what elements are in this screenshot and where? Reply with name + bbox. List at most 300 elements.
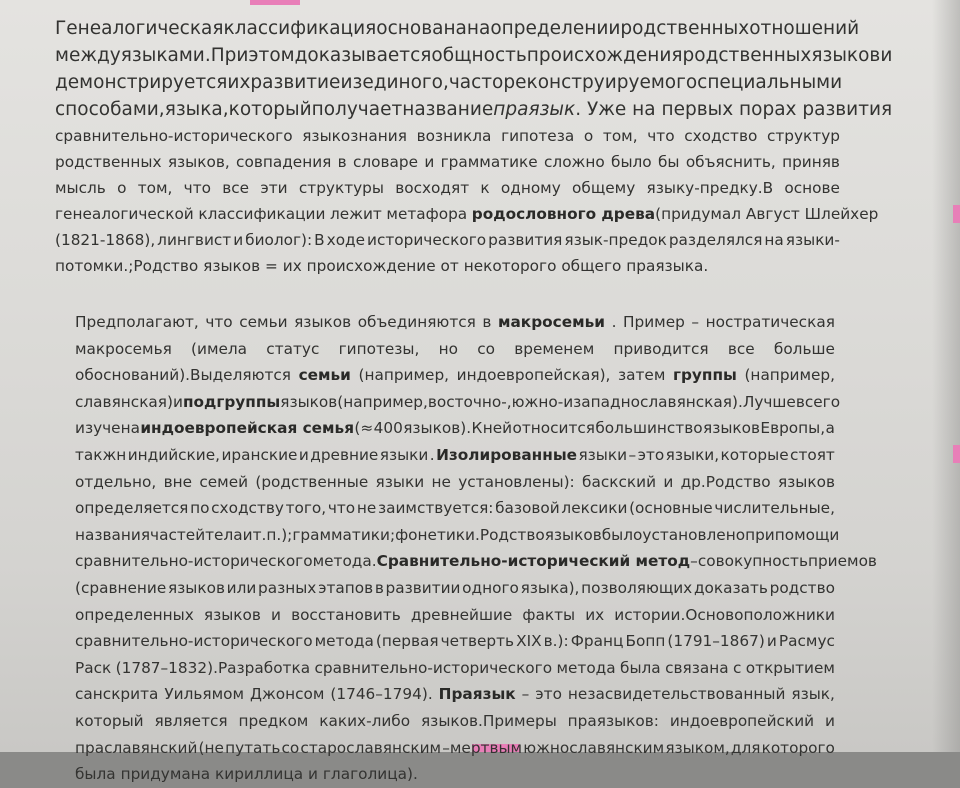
word: сравнительно-исторического: [75, 632, 313, 651]
word: получает: [311, 99, 403, 120]
word: лингвист: [157, 231, 232, 249]
word: их: [282, 257, 302, 275]
word: биолог):: [245, 231, 313, 249]
word: отношений: [749, 18, 860, 39]
word: сходство: [684, 127, 758, 145]
text-line: [55, 96, 893, 123]
word: языков).: [403, 419, 472, 438]
text-line: [75, 442, 835, 469]
word: язык-предок: [564, 231, 667, 249]
word: В: [314, 231, 325, 249]
word: была: [620, 658, 661, 677]
text-line: [55, 253, 840, 279]
word: (≈: [354, 419, 374, 438]
word: в: [337, 153, 347, 171]
word: языков: [777, 472, 835, 491]
word: статус: [266, 339, 320, 358]
word: объединяются: [357, 313, 476, 331]
word: и: [172, 392, 183, 411]
word: языка,: [164, 99, 229, 120]
word: южнославянским: [523, 738, 665, 757]
word: (1746–1794).: [330, 685, 433, 704]
word: том,: [137, 179, 173, 197]
word: родственных: [682, 45, 812, 66]
text-line: [75, 681, 835, 708]
word: обоснований).Выделяются: [75, 366, 291, 385]
word: установлено: [642, 525, 746, 544]
word: исторического: [367, 231, 487, 249]
word: предком: [238, 711, 309, 730]
word: (например,: [744, 366, 835, 385]
word: часто: [448, 72, 504, 93]
word: общего: [561, 257, 622, 275]
word: (родственные: [255, 472, 369, 491]
word: все: [727, 339, 755, 358]
word: придумана: [120, 765, 211, 784]
word: в: [374, 578, 384, 597]
word: который: [228, 99, 312, 120]
word: 400: [373, 419, 403, 438]
word: что: [205, 313, 233, 331]
word: праславянский: [75, 738, 198, 757]
word: южно-: [511, 392, 564, 411]
text-line: [55, 69, 843, 96]
word: незасвидетельствованный: [567, 685, 786, 704]
word: это: [637, 445, 665, 464]
word: Расмус: [778, 632, 835, 651]
word: гипотеза: [501, 127, 575, 145]
word: развитие: [250, 72, 341, 93]
word: такжн: [75, 445, 127, 464]
word: приемов: [807, 552, 877, 571]
word: развития: [488, 231, 563, 249]
paper-right-edge-shadow: [932, 0, 960, 752]
word: является: [154, 711, 228, 730]
word: но: [438, 339, 458, 358]
word: макросемья: [75, 339, 172, 358]
word: каких-либо: [319, 711, 411, 730]
word: по: [190, 499, 210, 518]
word: (1821-1868),: [55, 231, 156, 249]
word: сравнительно-исторического: [75, 552, 313, 571]
text-line: [75, 655, 835, 682]
word: между: [55, 45, 121, 66]
word: родственных: [620, 18, 750, 39]
word: древние: [310, 445, 379, 464]
word: большинство: [595, 419, 703, 438]
word: семей: [199, 472, 249, 491]
word: на: [764, 231, 784, 249]
word: и: [663, 472, 674, 491]
word: сравнительно-исторического: [55, 127, 293, 145]
word: открытием: [745, 658, 835, 677]
text-line: [75, 389, 841, 416]
word: словаре: [352, 153, 419, 171]
word: При: [210, 45, 249, 66]
word: славянская): [75, 392, 173, 411]
text-line: [55, 227, 840, 253]
word: объяснить,: [685, 153, 776, 171]
text-line: [75, 548, 877, 575]
word: западнославянская).Лучше: [573, 392, 796, 411]
word: при: [745, 525, 775, 544]
word: метода: [556, 658, 616, 677]
word: и: [233, 231, 244, 249]
word: и: [271, 605, 281, 624]
word: лежит: [330, 205, 382, 223]
word: Пример: [623, 313, 685, 331]
word: некоторого: [463, 257, 557, 275]
word: истории.Основоположники: [614, 605, 835, 624]
text-line: [75, 735, 835, 762]
word: в.):: [543, 632, 569, 651]
word: Джонсом: [250, 685, 325, 704]
word: –мертвым: [442, 738, 523, 757]
word: языки: [379, 445, 429, 464]
word: сложно: [544, 153, 605, 171]
word: ходе: [326, 231, 366, 249]
word: языков: [703, 419, 761, 438]
word: стоят: [790, 445, 835, 464]
word: больше: [773, 339, 835, 358]
word: мысль: [55, 179, 106, 197]
word: генеалогической: [55, 205, 194, 223]
word: родство: [769, 578, 835, 597]
word: приводится: [613, 339, 709, 358]
word: (придумал Август Шлейхер: [655, 205, 879, 223]
word: и: [824, 711, 835, 730]
word: Раск: [75, 658, 112, 677]
word: было: [611, 153, 652, 171]
word: =: [265, 257, 278, 275]
word: . Уже на первых порах развития: [575, 99, 893, 120]
word: метафора: [386, 205, 468, 223]
word: эти: [260, 179, 288, 197]
word: было: [601, 525, 643, 544]
word: (имела: [191, 339, 248, 358]
word: не: [356, 499, 377, 518]
word: название: [402, 99, 494, 120]
word: языков.Примеры: [420, 711, 557, 730]
word: (1791–1867): [667, 632, 765, 651]
word: позволяющих: [581, 578, 693, 597]
word: разделялся: [668, 231, 763, 249]
word: основе: [784, 179, 840, 197]
word: Франц: [570, 632, 624, 651]
word: старославянским: [300, 738, 442, 757]
word: (сравнение: [75, 578, 167, 597]
word: XIX: [516, 632, 542, 651]
word: Генеалогическая: [55, 18, 224, 39]
word: восточно-,: [427, 392, 512, 411]
text-line: [75, 628, 835, 655]
word: реконструируемого: [503, 72, 698, 93]
word: глаголица).: [322, 765, 418, 784]
text-line: [75, 336, 835, 363]
word: кириллица: [215, 765, 304, 784]
word: не: [431, 472, 451, 491]
text-line: [75, 309, 835, 336]
word: путать: [225, 738, 281, 757]
word: одному: [500, 179, 561, 197]
word: со: [477, 339, 495, 358]
word: Европы,: [760, 419, 826, 438]
word: структур: [766, 127, 840, 145]
word: происхождение: [306, 257, 436, 275]
text-line: [75, 708, 835, 735]
word: определяется: [75, 499, 189, 518]
word: их: [227, 72, 251, 93]
word: индийские,: [127, 445, 221, 464]
bold-term: Праязык: [438, 685, 516, 704]
word: определенных: [75, 605, 194, 624]
word: для: [730, 738, 761, 757]
text-line: [55, 149, 840, 175]
word: относится: [512, 419, 595, 438]
word: том,: [602, 127, 638, 145]
word: семьи: [239, 313, 288, 331]
word: совпадения: [236, 153, 332, 171]
word: специальными: [697, 72, 843, 93]
word: и: [308, 765, 318, 784]
word: всего: [795, 392, 841, 411]
text-line: [75, 415, 835, 442]
word: Уильямом: [164, 685, 245, 704]
word: заимствуется:: [377, 499, 494, 518]
bold-term: Изолированные: [436, 445, 578, 464]
word-group: [493, 96, 892, 123]
word: –: [691, 313, 700, 331]
word: помощи: [774, 525, 840, 544]
word: (1787–1832).Разработка: [115, 658, 311, 677]
word: языки: [578, 445, 628, 464]
word: и: [766, 632, 777, 651]
text-line: [75, 602, 835, 629]
word: языков: [294, 313, 352, 331]
pink-sticky-tab: [250, 0, 300, 5]
text-line: [75, 575, 835, 602]
word: языка),: [520, 578, 580, 597]
bold-term: Сравнительно-исторический метод: [376, 552, 691, 571]
text-line: [55, 201, 879, 227]
word: К: [471, 419, 483, 438]
word: установлены):: [458, 472, 575, 491]
word: санскрита: [75, 685, 159, 704]
word: баскский: [582, 472, 657, 491]
word: единого,: [362, 72, 449, 93]
word: языков: [544, 525, 602, 544]
word: языки-: [785, 231, 840, 249]
word: которые: [720, 445, 789, 464]
word: языки: [375, 472, 425, 491]
term-rodoslovnoe-drevo: родословного древа: [471, 205, 656, 223]
word: или: [226, 578, 257, 597]
word: их: [585, 605, 605, 624]
word: возникла: [416, 127, 492, 145]
word: все: [222, 179, 250, 197]
word: к: [480, 179, 490, 197]
word: частей: [150, 525, 206, 544]
word: языку-предку.В: [646, 179, 774, 197]
word: о: [583, 127, 594, 145]
word: затем: [618, 366, 666, 385]
word: тела: [205, 525, 243, 544]
word: вне: [163, 472, 193, 491]
word: языков,: [167, 153, 230, 171]
bold-term: семьи: [298, 366, 351, 385]
word: классификация: [223, 18, 377, 39]
word: языков: [811, 45, 881, 66]
word: временем: [514, 339, 595, 358]
word: праязыка.: [626, 257, 709, 275]
word: языков: [280, 392, 338, 411]
word: факты: [522, 605, 576, 624]
word: из: [340, 72, 363, 93]
pink-sticky-tab: [953, 445, 960, 463]
word: демонстрируется: [55, 72, 228, 93]
word: развитии: [385, 578, 461, 597]
word: .: [429, 445, 435, 464]
text-line: [75, 469, 835, 496]
word: иранские: [221, 445, 298, 464]
paragraph-language-families: [75, 309, 877, 788]
word: грамматике: [440, 153, 538, 171]
word: со: [281, 738, 300, 757]
word: основана: [376, 18, 467, 39]
word: от: [440, 257, 459, 275]
word: (например,: [358, 366, 450, 385]
word: с: [732, 658, 742, 677]
word: в: [482, 313, 492, 331]
bold-term: подгруппы: [182, 392, 281, 411]
word: языками.: [120, 45, 211, 66]
word: гипотезы,: [338, 339, 420, 358]
word: праязыков:: [567, 711, 659, 730]
word: классификации: [198, 205, 326, 223]
word: этапов: [318, 578, 374, 597]
word: и: [242, 525, 253, 544]
word: происхождения: [526, 45, 683, 66]
word: языки,: [665, 445, 720, 464]
term-prayazyk: праязык: [493, 99, 576, 120]
word: четверть: [440, 632, 515, 651]
word: что: [647, 127, 675, 145]
word: бы: [657, 153, 680, 171]
word: разных: [258, 578, 317, 597]
word: структуры: [298, 179, 384, 197]
word: способами,: [55, 99, 165, 120]
word: сходству: [211, 499, 284, 518]
word: древнейшие: [410, 605, 513, 624]
bold-term: индоевропейская семья: [140, 419, 355, 438]
word: –: [690, 552, 698, 571]
text-line: [75, 362, 835, 389]
word: отдельно,: [75, 472, 157, 491]
word: –: [521, 685, 530, 704]
text-line: [55, 42, 893, 69]
word: восходят: [395, 179, 470, 197]
word: родственных: [55, 153, 162, 171]
word: (не: [198, 738, 224, 757]
text-line: [55, 15, 860, 42]
word: потомки.;Родство: [55, 257, 199, 275]
word: лексики: [561, 499, 628, 518]
word: базовой: [495, 499, 560, 518]
word: языком,: [665, 738, 730, 757]
word: (например,: [337, 392, 428, 411]
word: общему: [572, 179, 636, 197]
word: и: [424, 153, 435, 171]
text-line: [75, 761, 835, 788]
text-line: [55, 123, 840, 149]
word: о: [117, 179, 127, 197]
word: .: [611, 313, 617, 331]
word: и: [880, 45, 893, 66]
text-line: [75, 522, 840, 549]
word: который: [75, 711, 144, 730]
word: индоевропейская),: [456, 366, 611, 385]
word: названия: [75, 525, 151, 544]
word: др.Родство: [680, 472, 771, 491]
text-line: [75, 495, 835, 522]
word: сравнительно-исторического: [314, 658, 553, 677]
word: языков: [167, 578, 225, 597]
word: Бопп: [625, 632, 666, 651]
word: которого: [761, 738, 835, 757]
word: языков: [203, 257, 261, 275]
word: изучена: [75, 419, 140, 438]
word: что: [183, 179, 211, 197]
word: а: [825, 419, 835, 438]
word: Предполагают,: [75, 313, 199, 331]
word: метода.: [312, 552, 377, 571]
text-line: [55, 175, 840, 201]
word: язык,: [791, 685, 835, 704]
word: приняв: [782, 153, 840, 171]
word: восстановить: [291, 605, 401, 624]
word: связана: [665, 658, 729, 677]
word: была: [75, 765, 116, 784]
word: индоевропейский: [669, 711, 815, 730]
word: языков: [203, 605, 261, 624]
word: одного: [462, 578, 519, 597]
word: –: [628, 445, 637, 464]
word: и: [563, 392, 574, 411]
word: того,: [285, 499, 327, 518]
word: доказывается: [294, 45, 432, 66]
word: этом: [248, 45, 295, 66]
word: общность: [431, 45, 527, 66]
word: совокупность: [697, 552, 808, 571]
paragraph-genealogical-classification: [55, 15, 893, 279]
word: определении: [490, 18, 621, 39]
word: что: [327, 499, 356, 518]
word: доказать: [693, 578, 768, 597]
word: и: [298, 445, 309, 464]
word: ностратическая: [705, 313, 835, 331]
bold-term: группы: [672, 366, 737, 385]
word: числительные,: [714, 499, 835, 518]
word: языкознания: [302, 127, 407, 145]
word: метода: [314, 632, 374, 651]
word: ней: [482, 419, 513, 438]
word: на: [466, 18, 491, 39]
bold-term: макросемьи: [497, 313, 605, 331]
word: (первая: [375, 632, 439, 651]
word: т.п.);грамматики;фонетики.Родство: [252, 525, 545, 544]
word: (основные: [629, 499, 713, 518]
word: это: [535, 685, 562, 704]
